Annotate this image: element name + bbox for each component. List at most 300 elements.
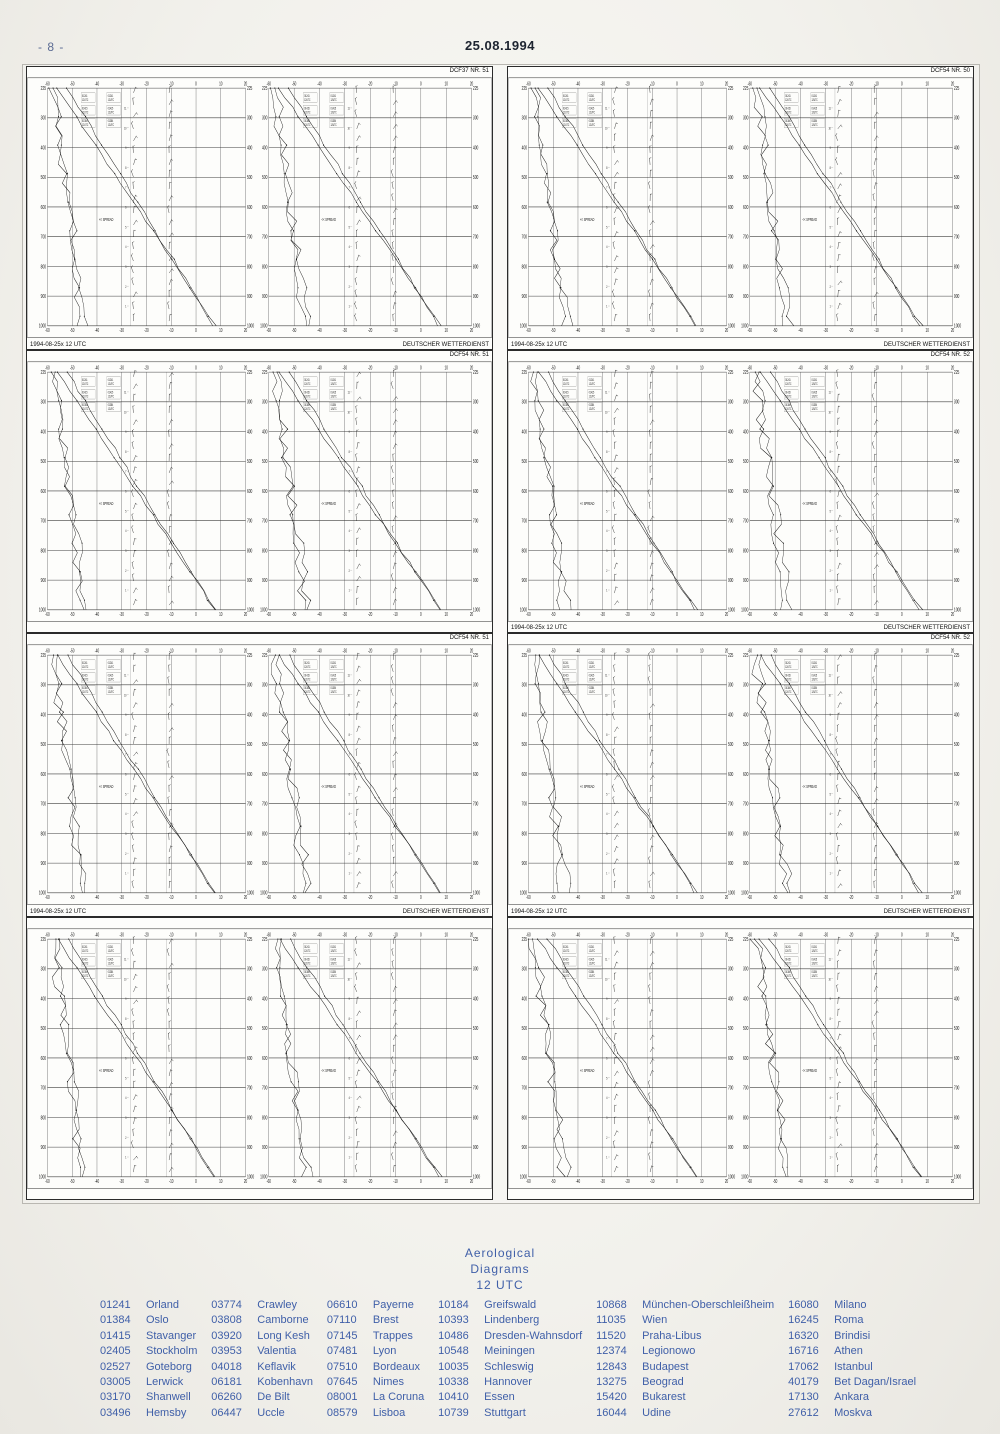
svg-text:-50: -50 [772,894,778,901]
diagram-footer-left: 1994-08-25x 12 UTC [511,908,568,915]
svg-text:01384: 01384 [304,403,310,407]
station-entry [100,1390,201,1405]
svg-text:-60: -60 [45,894,50,901]
svg-text:600: 600 [261,770,268,778]
svg-text:300: 300 [953,681,960,688]
svg-text:12UTC: 12UTC [563,690,570,695]
svg-text:-20: -20 [367,931,373,938]
svg-text:11: 11 [124,956,127,962]
svg-text:12UTC: 12UTC [588,111,595,115]
svg-text:1: 1 [606,1154,608,1160]
svg-text:10: 10 [700,80,704,87]
station-entry [327,1329,428,1344]
station-id: 02527 [100,1360,131,1373]
station-entry [211,1344,317,1359]
svg-text:12UTC: 12UTC [82,690,89,695]
svg-text:9: 9 [348,712,350,718]
svg-text:6: 6 [606,488,608,494]
diagram-canvas [27,361,492,623]
svg-text:7: 7 [348,752,350,757]
svg-text:2: 2 [829,284,831,290]
svg-text:500: 500 [953,457,960,464]
svg-text:-10: -10 [874,364,879,371]
svg-text:12UTC: 12UTC [330,974,337,978]
svg-text:<< SPREAD: << SPREAD [579,1068,595,1073]
svg-text:-50: -50 [291,1177,297,1184]
station-name: Stuttgart [484,1406,526,1419]
station-entry [438,1360,586,1375]
svg-text:01384: 01384 [304,686,310,691]
svg-text:700: 700 [521,233,528,240]
aerological-diagram [507,350,974,634]
svg-text:400: 400 [472,711,479,718]
svg-text:1: 1 [606,303,608,309]
svg-text:900: 900 [40,860,47,867]
diagram-canvas [508,928,973,1190]
svg-text:10: 10 [700,1177,704,1184]
svg-text:-50: -50 [70,610,75,617]
station-name: Wien [642,1314,668,1327]
station-entry [438,1313,586,1328]
station-entry [596,1360,778,1375]
svg-text:600: 600 [261,487,268,494]
svg-text:900: 900 [521,860,528,867]
station-id: 10393 [438,1314,469,1327]
svg-text:800: 800 [246,263,253,270]
svg-text:500: 500 [742,174,749,181]
svg-text:-60: -60 [526,364,531,371]
svg-text:800: 800 [246,1113,253,1121]
svg-text:700: 700 [246,517,253,524]
svg-text:10: 10 [219,327,223,334]
svg-text:800: 800 [261,830,268,837]
svg-text:700: 700 [727,233,734,240]
svg-text:-60: -60 [266,364,271,371]
svg-text:500: 500 [40,741,47,748]
svg-text:12UTC: 12UTC [107,98,114,102]
svg-text:12UTC: 12UTC [82,665,89,669]
svg-text:11: 11 [605,956,608,962]
svg-text:01415: 01415 [330,390,336,395]
svg-text:800: 800 [40,546,47,554]
svg-text:500: 500 [742,741,749,748]
svg-text:1: 1 [125,870,127,876]
svg-text:400: 400 [742,144,749,151]
svg-text:-50: -50 [70,1177,75,1184]
svg-text:1: 1 [125,587,127,593]
station-id: 10035 [438,1360,469,1373]
svg-text:800: 800 [521,263,528,270]
svg-text:-20: -20 [367,610,373,617]
svg-text:225: 225 [40,85,47,92]
svg-text:10: 10 [219,894,223,901]
station-entry [438,1298,586,1313]
svg-text:300: 300 [40,398,47,405]
svg-text:10: 10 [444,327,448,334]
svg-text:01384: 01384 [330,403,336,407]
svg-text:12UTC: 12UTC [82,974,89,978]
svg-text:300: 300 [246,681,253,688]
svg-text:10: 10 [219,610,223,617]
svg-text:9: 9 [125,712,127,718]
svg-text:800: 800 [727,1113,734,1121]
svg-text:500: 500 [521,741,528,748]
caption-line-2: Diagrams [470,1262,530,1276]
svg-text:-60: -60 [266,610,271,617]
svg-text:12UTC: 12UTC [304,974,311,978]
svg-text:400: 400 [953,144,960,151]
svg-text:-10: -10 [169,327,174,334]
svg-text:300: 300 [261,965,268,972]
svg-text:-20: -20 [367,894,373,901]
svg-text:12UTC: 12UTC [785,974,792,978]
svg-text:400: 400 [261,711,268,718]
svg-text:300: 300 [261,398,268,405]
aerological-diagram [26,917,493,1201]
svg-text:20: 20 [724,931,729,938]
svg-text:-50: -50 [291,647,297,654]
svg-text:400: 400 [472,995,479,1002]
svg-text:500: 500 [742,457,749,464]
diagram-canvas [508,361,973,623]
svg-text:9: 9 [606,712,608,718]
station-name: Essen [484,1391,515,1404]
svg-text:-20: -20 [367,647,373,654]
diagram-footer-left: 1994-08-25x 12 UTC [511,625,568,631]
svg-text:-50: -50 [772,647,778,654]
svg-text:-60: -60 [45,364,50,371]
station-name: Payerne [372,1299,414,1311]
svg-text:8: 8 [606,732,608,738]
svg-text:8: 8 [829,732,831,738]
svg-text:900: 900 [742,860,749,867]
station-entry [211,1406,317,1421]
svg-text:6: 6 [125,204,127,210]
svg-text:12UTC: 12UTC [82,111,89,115]
svg-text:12UTC: 12UTC [304,948,311,953]
svg-text:0: 0 [676,931,678,938]
svg-text:300: 300 [261,114,268,121]
svg-text:225: 225 [246,368,253,375]
svg-text:-50: -50 [291,327,297,334]
svg-text:-60: -60 [45,647,50,654]
svg-text:700: 700 [472,1084,479,1091]
svg-text:1000: 1000 [741,1173,749,1180]
svg-text:300: 300 [742,965,749,972]
svg-text:900: 900 [521,576,528,583]
station-entry [596,1375,778,1390]
svg-text:01241: 01241 [588,377,595,382]
svg-text:225: 225 [40,368,47,375]
svg-text:600: 600 [727,487,734,494]
station-id: 04018 [211,1360,242,1373]
svg-text:300: 300 [521,681,528,688]
svg-text:1000: 1000 [953,322,962,329]
svg-text:500: 500 [727,457,734,464]
station-id: 01241 [100,1299,131,1311]
station-id: 15420 [596,1391,627,1404]
svg-text:-40: -40 [317,931,322,938]
svg-text:-20: -20 [144,80,149,87]
svg-text:400: 400 [727,428,734,435]
svg-text:-50: -50 [551,80,556,87]
svg-text:20: 20 [469,327,474,334]
svg-text:225: 225 [521,85,528,92]
svg-text:20: 20 [243,647,248,654]
svg-text:1: 1 [829,587,831,593]
svg-text:225: 225 [261,368,268,375]
svg-text:-60: -60 [526,327,531,334]
station-name: Dresden-Wahnsdorf [484,1329,583,1342]
svg-text:225: 225 [727,652,734,659]
svg-text:600: 600 [742,487,749,494]
svg-text:12UTC: 12UTC [811,678,818,682]
svg-text:5: 5 [125,1075,127,1081]
svg-text:01415: 01415 [563,390,569,395]
svg-text:-20: -20 [625,1177,630,1184]
svg-text:-30: -30 [342,327,348,334]
svg-text:0: 0 [420,1177,422,1184]
station-name: Camborne [257,1314,309,1327]
svg-text:6: 6 [348,1055,350,1061]
svg-text:600: 600 [953,1054,960,1061]
svg-text:11: 11 [124,389,127,395]
svg-text:10: 10 [444,610,448,617]
svg-text:-50: -50 [70,327,75,334]
diagram-canvas [27,644,492,906]
aerological-diagram [26,350,493,634]
svg-text:-20: -20 [367,327,373,334]
svg-text:-50: -50 [70,80,75,87]
svg-text:12UTC: 12UTC [811,665,818,669]
svg-text:01384: 01384 [588,970,595,974]
svg-text:0: 0 [195,80,197,87]
svg-text:500: 500 [261,1024,268,1031]
svg-text:225: 225 [953,85,960,92]
svg-text:1000: 1000 [260,606,268,613]
svg-text:700: 700 [742,233,749,240]
svg-text:10: 10 [605,409,608,415]
station-name: Athen [834,1345,863,1358]
svg-text:225: 225 [261,652,268,659]
svg-text:10: 10 [925,931,929,938]
station-entry [596,1313,778,1328]
svg-text:01415: 01415 [588,390,595,395]
svg-text:4: 4 [348,1095,350,1100]
svg-text:500: 500 [472,741,479,748]
svg-text:2: 2 [829,1134,831,1140]
svg-text:12UTC: 12UTC [330,123,337,128]
svg-text:800: 800 [521,830,528,837]
svg-text:10: 10 [700,931,704,938]
svg-text:10: 10 [347,692,350,698]
station-entry [596,1298,778,1313]
svg-text:500: 500 [521,457,528,464]
svg-text:12UTC: 12UTC [588,948,595,953]
svg-text:01241: 01241 [330,377,336,382]
svg-text:-50: -50 [772,610,778,617]
svg-text:-20: -20 [848,364,854,371]
svg-text:10: 10 [219,647,223,654]
svg-text:400: 400 [40,144,47,151]
svg-text:-30: -30 [600,894,605,901]
svg-text:3: 3 [348,547,350,553]
svg-text:01241: 01241 [811,661,817,666]
svg-text:-50: -50 [551,1177,556,1184]
svg-text:20: 20 [469,894,474,901]
station-id: 01384 [100,1314,131,1327]
svg-text:-10: -10 [393,80,398,87]
svg-text:500: 500 [521,174,528,181]
svg-text:700: 700 [261,233,268,240]
svg-text:900: 900 [742,1143,749,1150]
svg-text:<< SPREAD: << SPREAD [321,217,336,223]
svg-text:-50: -50 [291,610,297,617]
figure-caption [0,1245,1000,1293]
station-id: 03920 [211,1329,242,1342]
svg-text:5: 5 [829,508,831,514]
svg-text:-50: -50 [70,894,75,901]
svg-text:7: 7 [606,468,608,474]
svg-text:12UTC: 12UTC [785,665,792,669]
svg-text:11: 11 [124,105,127,111]
svg-text:2: 2 [125,851,127,857]
svg-text:-10: -10 [393,647,398,654]
station-name: Schleswig [484,1360,534,1373]
svg-text:600: 600 [261,203,268,211]
svg-text:12UTC: 12UTC [588,678,595,682]
station-name: Brest [372,1314,399,1327]
svg-text:12UTC: 12UTC [811,961,818,966]
svg-text:300: 300 [742,114,749,121]
svg-text:-40: -40 [94,647,100,654]
svg-text:6: 6 [348,204,350,210]
svg-text:20: 20 [469,647,474,654]
svg-text:300: 300 [472,965,479,972]
svg-text:01415: 01415 [82,390,88,395]
svg-text:900: 900 [261,293,268,300]
svg-text:12UTC: 12UTC [330,394,337,399]
svg-text:8: 8 [125,1015,127,1021]
svg-text:500: 500 [246,457,253,464]
svg-text:12UTC: 12UTC [811,974,818,978]
svg-text:0: 0 [195,894,197,901]
svg-text:500: 500 [953,174,960,181]
svg-text:700: 700 [40,800,47,807]
svg-text:-60: -60 [747,1177,752,1184]
svg-text:900: 900 [472,576,479,583]
svg-text:-40: -40 [575,364,581,371]
svg-text:12UTC: 12UTC [304,98,311,102]
svg-text:01415: 01415 [330,674,336,678]
svg-text:12UTC: 12UTC [811,690,818,695]
svg-text:300: 300 [40,965,47,972]
svg-text:01415: 01415 [107,957,114,962]
station-name: Milano [834,1299,867,1311]
svg-text:01415: 01415 [304,674,310,678]
diagram-footer [27,621,492,632]
station-id: 10739 [438,1406,469,1419]
svg-text:01241: 01241 [563,94,569,99]
svg-text:<< SPREAD: << SPREAD [321,501,336,506]
station-id: 06181 [211,1375,242,1388]
svg-text:800: 800 [246,546,253,554]
svg-text:10: 10 [605,692,608,698]
svg-text:0: 0 [901,647,903,654]
svg-text:9: 9 [829,995,831,1001]
svg-text:800: 800 [727,546,734,554]
svg-text:500: 500 [261,741,268,748]
station-name: Lerwick [146,1375,184,1388]
svg-text:01384: 01384 [82,119,88,124]
svg-text:<< SPREAD: << SPREAD [321,784,336,790]
svg-text:-30: -30 [342,80,348,87]
station-entry [211,1329,317,1344]
svg-text:600: 600 [40,487,47,494]
svg-text:600: 600 [246,487,253,494]
svg-text:20: 20 [243,80,248,87]
svg-text:-40: -40 [575,610,581,617]
svg-text:10: 10 [700,610,704,617]
svg-text:01241: 01241 [785,944,791,949]
svg-text:600: 600 [742,770,749,778]
station-name: De Bilt [257,1391,290,1404]
svg-text:600: 600 [953,487,960,494]
diagram-footer [508,1188,973,1199]
svg-text:1000: 1000 [38,322,47,329]
svg-text:-10: -10 [650,364,655,371]
svg-text:0: 0 [420,364,422,371]
svg-text:400: 400 [521,144,528,151]
svg-text:20: 20 [469,931,474,938]
svg-text:12UTC: 12UTC [304,690,311,695]
svg-text:12UTC: 12UTC [563,678,570,682]
svg-text:0: 0 [901,610,903,617]
svg-text:900: 900 [246,860,253,867]
svg-text:8: 8 [348,732,350,738]
svg-text:-20: -20 [144,364,149,371]
svg-text:400: 400 [727,711,734,718]
svg-text:-50: -50 [291,364,297,371]
svg-text:-20: -20 [625,327,630,334]
station-entry [788,1344,920,1359]
svg-text:-50: -50 [291,931,297,938]
svg-text:400: 400 [953,995,960,1002]
svg-text:10: 10 [444,80,448,87]
svg-text:20: 20 [243,364,248,371]
svg-text:400: 400 [727,995,734,1002]
svg-text:500: 500 [727,174,734,181]
svg-text:12UTC: 12UTC [785,948,792,953]
svg-text:1: 1 [829,1154,831,1160]
svg-text:-20: -20 [848,931,854,938]
svg-text:-60: -60 [45,610,50,617]
svg-text:12UTC: 12UTC [304,678,311,682]
station-id: 07145 [326,1329,358,1342]
svg-text:600: 600 [40,1054,47,1061]
svg-text:<< SPREAD: << SPREAD [802,1068,817,1073]
svg-text:800: 800 [261,1113,268,1121]
svg-text:12UTC: 12UTC [588,407,595,411]
svg-text:0: 0 [676,647,678,654]
svg-text:-50: -50 [70,931,75,938]
station-entry [596,1406,778,1421]
svg-text:700: 700 [742,1084,749,1091]
svg-text:12UTC: 12UTC [82,948,89,953]
station-entry [100,1298,201,1313]
svg-text:<< SPREAD: << SPREAD [802,217,817,223]
svg-text:-50: -50 [70,647,75,654]
